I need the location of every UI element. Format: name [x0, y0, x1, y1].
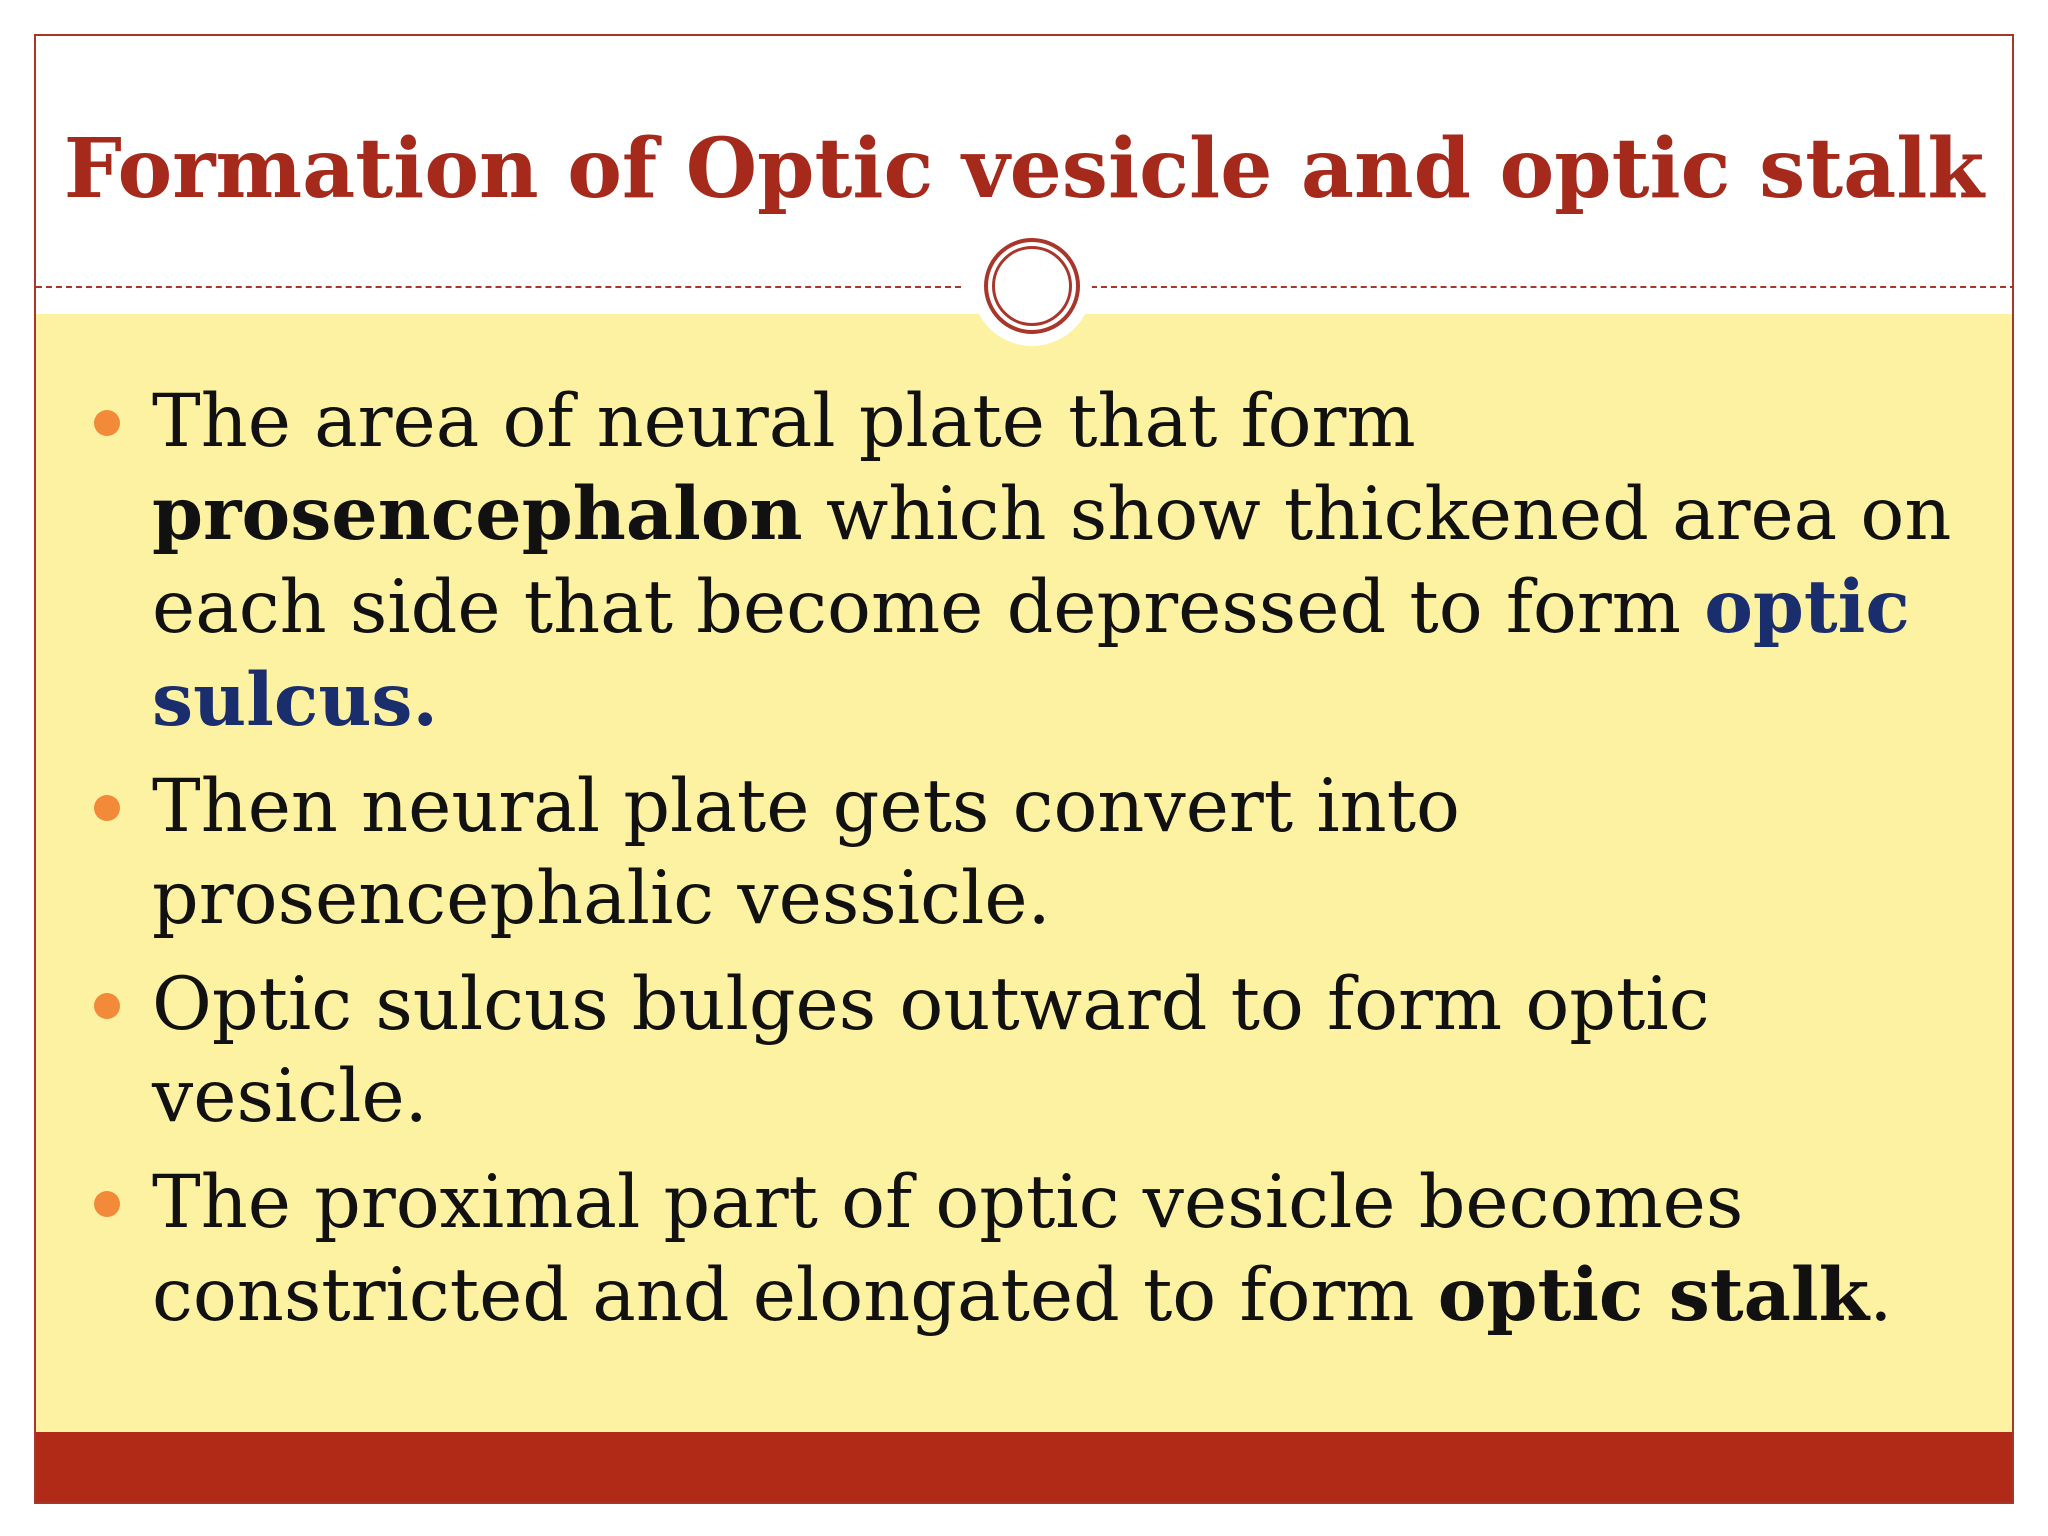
slide [34, 34, 2014, 1504]
bullet-text: . [1869, 1253, 1893, 1338]
slide-title: Formation of Optic vesicle and optic stalk [63, 121, 1985, 217]
bullet-text: Optic sulcus bulges outward to form optic vesicle. [152, 962, 1710, 1139]
bottom-bar [36, 1432, 2012, 1502]
bold-term-prosencephalon: prosencephalon [152, 471, 803, 557]
bullet-dot-icon [94, 993, 120, 1019]
bold-term-optic-stalk: optic stalk [1437, 1252, 1870, 1338]
bullet-list [36, 376, 2012, 1356]
bullet-item [36, 959, 2012, 1143]
double-ring-ornament-icon [972, 226, 1092, 346]
bullet-text: which show thickened area on each side that become depressed to form [152, 472, 1952, 650]
divider-left [36, 286, 961, 288]
ornament-inner-ring [992, 246, 1072, 326]
bullet-text: The area of neural plate that form [152, 379, 1416, 464]
bullet-dot-icon [94, 795, 120, 821]
highlight-term-optic-sulcus: optic sulcus. [152, 564, 1910, 743]
bullet-item [36, 761, 2012, 945]
bullet-item [36, 1157, 2012, 1342]
bullet-dot-icon [94, 410, 120, 436]
bullet-text: Then neural plate gets convert into prosencephalic vessicle. [152, 764, 1460, 941]
bullet-item [36, 376, 2012, 747]
bullet-dot-icon [94, 1191, 120, 1217]
bullet-text: The proximal part of optic vesicle becomes constricted and elongated to form [152, 1160, 1744, 1338]
divider-right [1091, 286, 2014, 288]
